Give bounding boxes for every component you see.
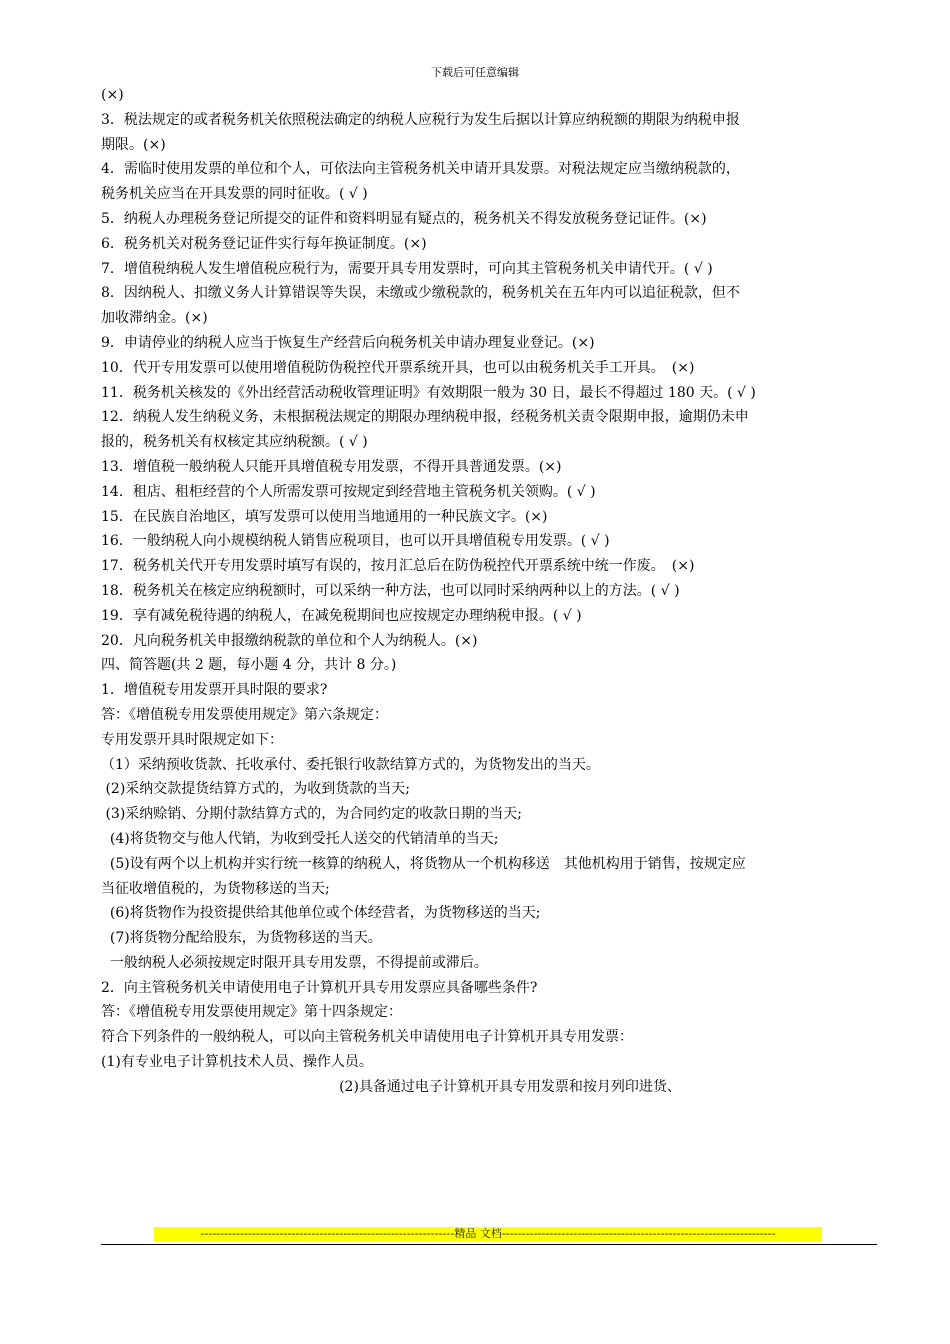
text-line: （1）采纳预收货款、托收承付、委托银行收款结算方式的，为货物发出的当天。 [101,756,600,773]
text-line: 报的，税务机关有权核定其应纳税额。( √ ) [101,434,368,451]
text-line: 18．税务机关在核定应纳税额时，可以采纳一种方法，也可以同时采纳两种以上的方法。( √ ) [101,582,680,599]
text-line: 答：《增值税专用发票使用规定》第十四条规定： [101,1004,402,1021]
text-line: 17．税务机关代开专用发票时填写有误的，按月汇总后在防伪税控代开票系统中统一作废。 (×) [101,558,695,575]
text-line: 1．增值税专用发票开具时限的要求? [101,682,328,699]
text-line: (4)将货物交与他人代销，为收到受托人送交的代销清单的当天; [101,830,499,847]
text-line: (5)设有两个以上机构并实行统一核算的纳税人，将货物从一个机构移送 其他机构用于销售，按规定应 [101,855,746,872]
text-line: (×) [101,87,124,103]
text-line: 符合下列条件的一般纳税人，可以向主管税务机关申请使用电子计算机开具专用发票： [101,1029,633,1046]
text-line: 9．申请停业的纳税人应当于恢复生产经营后向税务机关申请办理复业登记。(×) [101,334,595,351]
text-line: 专用发票开具时限规定如下： [101,731,283,748]
text-line: 税务机关应当在开具发票的同时征收。( √ ) [101,186,368,203]
text-line: 7．增值税纳税人发生增值税应税行为，需要开具专用发票时，可向其主管税务机关申请代开。( √ ) [101,260,713,277]
text-line: 加收滞纳金。(×) [101,310,208,327]
footer-divider [101,1244,877,1245]
document-body [101,83,877,1100]
text-line: (6)将货物作为投资提供给其他单位或个体经营者，为货物移送的当天; [101,905,541,922]
text-line: 14．租店、租柜经营的个人所需发票可按规定到经营地主管税务机关领购。( √ ) [101,483,596,500]
text-line: (1)有专业电子计算机技术人员、操作人员。 [101,1054,373,1071]
text-line: 一般纳税人必须按规定时限开具专用发票，不得提前或滞后。 [101,954,488,971]
page-header: 下载后可任意编辑 [431,66,519,79]
text-line: 16．一般纳税人向小规模纳税人销售应税项目，也可以开具增值税专用发票。( √ ) [101,533,610,550]
text-line: 19．享有减免税待遇的纳税人，在减免税期间也应按规定办理纳税申报。( √ ) [101,607,582,624]
text-line: 6．税务机关对税务登记证件实行每年换证制度。(×) [101,235,427,252]
text-line: (3)采纳赊销、分期付款结算方式的，为合同约定的收款日期的当天; [101,806,522,823]
text-line: 20．凡向税务机关申报缴纳税款的单位和个人为纳税人。(×) [101,632,478,649]
text-line-last: (2)具备通过电子计算机开具专用发票和按月列印进货、 [339,1078,681,1095]
text-line: (2)采纳交款提货结算方式的，为收到货款的当天; [101,781,410,798]
text-line: 11．税务机关核发的《外出经营活动税收管理证明》有效期限一般为 30 日，最长不得超过 180 天。( √ ) [101,384,756,401]
text-line: 当征收增值税的，为货物移送的当天; [101,880,330,897]
text-line: 15．在民族自治地区，填写发票可以使用当地通用的一种民族文字。(×) [101,508,548,525]
text-line: 13．增值税一般纳税人只能开具增值税专用发票，不得开具普通发票。(×) [101,458,562,475]
text-line: 12．纳税人发生纳税义务，未根据税法规定的期限办理纳税申报，经税务机关责令限期申报，逾期仍未申 [101,409,749,426]
text-lines [101,83,877,1075]
text-line: 2．向主管税务机关申请使用电子计算机开具专用发票应具备哪些条件? [101,979,538,996]
text-line: (7)将货物分配给股东，为货物移送的当天。 [101,930,382,947]
text-line: 5．纳税人办理税务登记所提交的证件和资料明显有疑点的，税务机关不得发放税务登记证件。(×) [101,210,707,227]
text-line: 期限。(×) [101,136,166,153]
text-line: 4．需临时使用发票的单位和个人，可依法向主管税务机关申请开具发票。对税法规定应当缴纳税款的， [101,161,740,178]
text-line: 答：《增值税专用发票使用规定》第六条规定： [101,706,388,723]
text-line: 10．代开专用发票可以使用增值税防伪税控代开票系统开具，也可以由税务机关手工开具。 (×) [101,359,695,376]
text-line: 四、简答题(共 2 题，每小题 4 分，共计 8 分。) [101,657,397,674]
text-line: 3．税法规定的或者税务机关依照税法确定的纳税人应税行为发生后据以计算应纳税额的期限为纳税申报 [101,111,740,128]
footer-watermark: ----------------------------------------------------------------精品 文档--------------------------------------------------------------------- [154,1227,822,1241]
text-line: 8．因纳税人、扣缴义务人计算错误等失误，未缴或少缴税款的，税务机关在五年内可以追征税款，但不 [101,285,740,302]
